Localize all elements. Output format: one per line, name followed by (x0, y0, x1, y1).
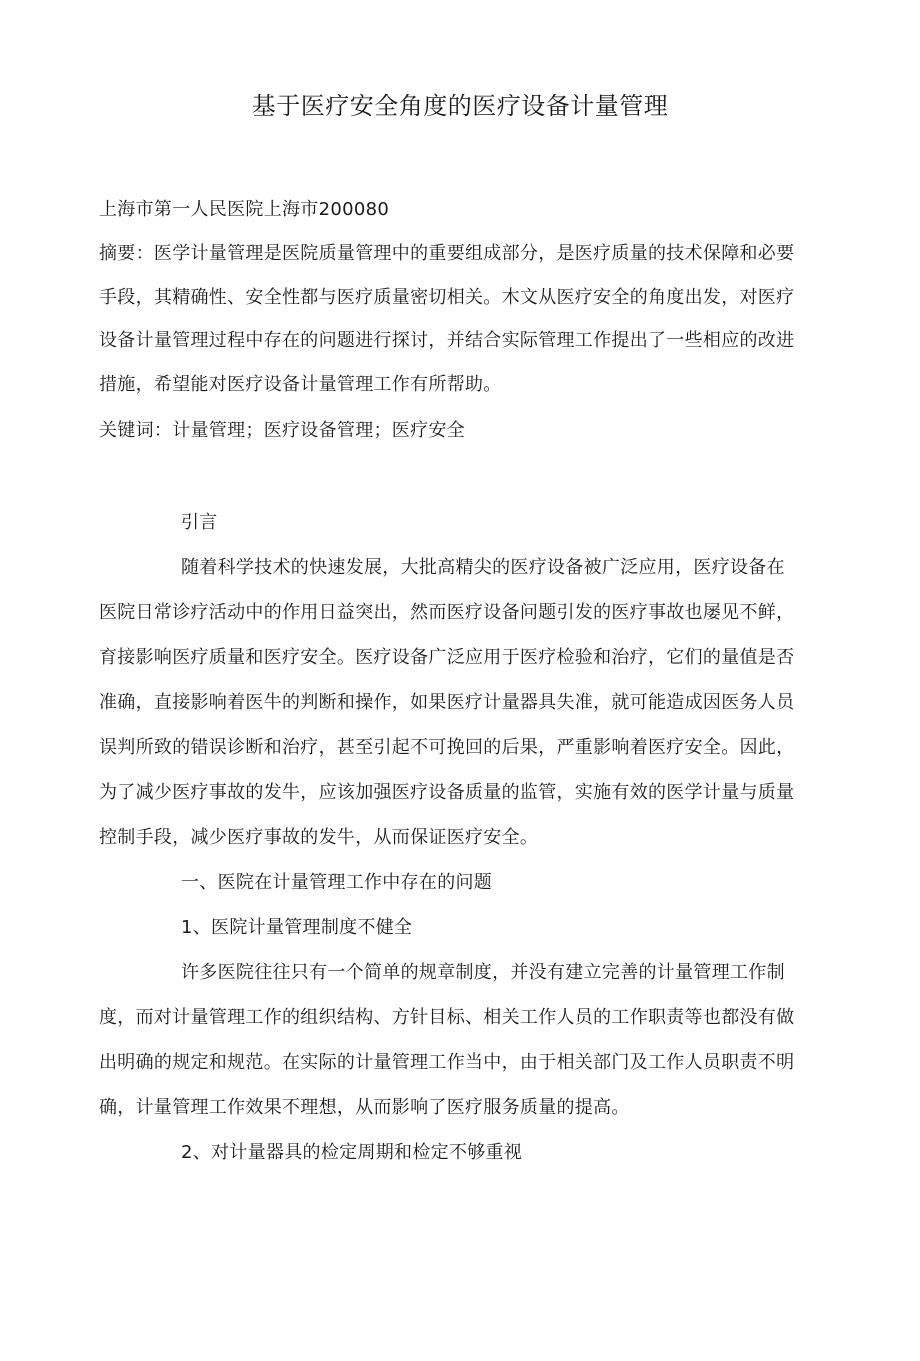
subsection-2-heading: 2、对计量器具的检定周期和检定不够重视 (181, 1142, 523, 1163)
intro-heading: 引言 (181, 512, 218, 533)
subsection-1-heading: 1、医院计量管理制度不健全 (181, 917, 413, 938)
author-affiliation: 上海市第一人民医院上海市200080 (99, 199, 390, 220)
intro-paragraph: 随着科学技术的快速发展，大批高精尖的医疗设备被广泛应用，医疗设备在医院日常诊疗活动中的作用日益突出，然而医疗设备问题引发的医疗事故也屡见不鲜，育接影响医疗质量和医疗安全。医疗设备广泛应用于医疗检验和治疗，它们的量值是否准确，直接影响着医牛的判断和操作，如果医疗计量器具失准，就可能造成因医务人员误判所致的错误诊断和治疗，甚至引起不可挽回的后果，严重影响着医疗安全。因此，为了减少医疗事故的发牛，应该加强医疗设备质量的监管，实施有效的医学计量与质量控制手段，减少医疗事故的发牛，从而保证医疗安全。 (99, 557, 795, 848)
section-1-heading: 一、医院在计量管理工作中存在的问题 (181, 872, 493, 893)
subsection-1-paragraph: 许多医院往往只有一个简单的规章制度，并没有建立完善的计量管理工作制度，而对计量管理工作的组织结构、方针目标、相关工作人员的工作职责等也都没有做出明确的规定和规范。在实际的计量管理工作当中，由于相关部门及工作人员职责不明确，计量管理工作效果不理想，从而影响了医疗服务质量的提高。 (99, 962, 795, 1118)
main-body (99, 500, 799, 1175)
abstract-paragraph: 摘要：医学计量管理是医院质量管理中的重要组成部分，是医疗质量的技术保障和必要手段，其精确性、安全性都与医疗质量密切相关。木文从医疗安全的角度出发，对医疗设备计量管理过程中存在的问题进行探讨，并结合实际管理工作提出了一些相应的改进措施，希望能对医疗设备计量管理工作有所帮助。 (99, 243, 795, 395)
document-title: 基于医疗安全角度的医疗设备计量管理 (251, 92, 669, 120)
keywords-line: 关键词：计量管理；医疗设备管理；医疗安全 (99, 420, 465, 441)
